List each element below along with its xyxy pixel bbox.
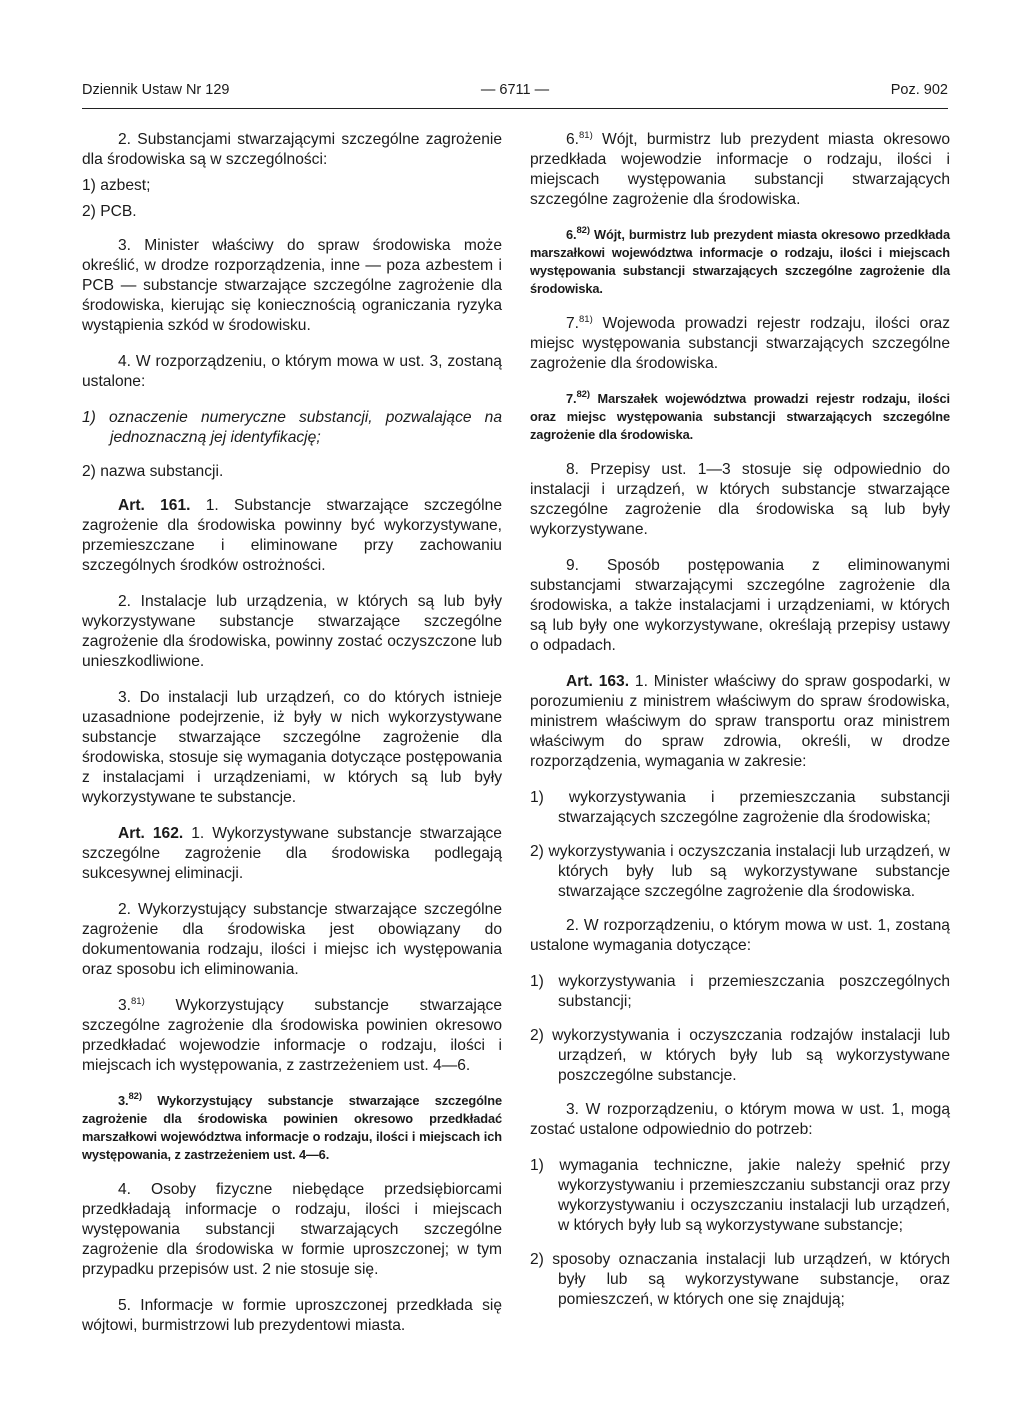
paragraph: 3. Minister właściwy do spraw środowiska może określić, w drodze rozporządzenia, inne — poza azbestem i PCB — substancje stwarzające szczególne zagrożenie dla środowiska, kierując się koniecznością ograniczania ryzyka wystąpienia szkód w środowisku. [82,237,502,334]
article-paragraph: Art. 163. 1. Minister właściwy do spraw gospodarki, w porozumieniu z ministrem właściwym do spraw środowiska, ministrem właściwym do spraw transportu oraz ministrem właściwym do spraw zdrowia, określi, w drodze rozporządzenia, wymagania w zakresie: [530,673,950,770]
paragraph: 2. W rozporządzeniu, o którym mowa w ust. 1, zostaną ustalone wymagania dotyczące: [530,917,950,954]
list-item: 1) oznaczenie numeryczne substancji, pozwalające na jednoznaczną jej identyfikację; [82,409,502,446]
article-label: Art. 163. [566,673,630,690]
paragraph: 6.$^{81)}$ Wójt, burmistrz lub prezydent miasta okresowo przedkłada wojewodzie informacje o rodzaju, ilości i miejscach występowania substancji stwarzających szczególne zagrożenie dla środowiska. [530,130,950,208]
list-item: 1) wykorzystywania i przemieszczania substancji stwarzających szczególne zagrożenie dla środowiska; [530,789,950,826]
paragraph: 5. Informacje w formie uproszczonej przedkłada się wójtowi, burmistrzowi lub prezydentowi miasta. [82,1297,502,1334]
paragraph: 8. Przepisy ust. 1—3 stosuje się odpowiednio do instalacji i urządzeń, w których substancje stwarzające szczególne zagrożenie dla środowiska są lub były wykorzystywane. [530,461,950,538]
paragraph: 9. Sposób postępowania z eliminowanymi substancjami stwarzającymi szczególne zagrożenie dla środowiska, a także instalacjami i urządzeniami, w których są lub były one wykorzystywane, określają przepisy ustawy o odpadach. [530,557,950,654]
amended-paragraph: 6.$^{82)}$ Wójt, burmistrz lub prezydent miasta okresowo przedkłada marszałkowi województwa informacje o rodzaju, ilości i miejscach występowania substancji stwarzających szczególne zagrożenie dla środowiska. [530,225,950,296]
paragraph: 2. Wykorzystujący substancje stwarzające szczególne zagrożenie dla środowiska jest obowiązany do dokumentowania rodzaju, ilości i miejsc ich występowania oraz sposobu ich eliminowania. [82,901,502,978]
paragraph: 4. Osoby fizyczne niebędące przedsiębiorcami przedkładają informacje o rodzaju, ilości i miejscach występowania substancji stwarzających szczególne zagrożenie dla środowiska w formie uproszczonej; w tym przypadku przepisów ust. 2 nie stosuje się. [82,1181,502,1278]
list-item: 2) wykorzystywania i oczyszczania rodzajów instalacji lub urządzeń, w których były lub są wykorzystywane poszczególne substancje. [530,1027,950,1084]
footnote-ref: 82) [576,225,590,236]
article-paragraph: Art. 162. 1. Wykorzystywane substancje stwarzające szczególne zagrożenie dla środowiska podlegają sukcesywnej eliminacji. [82,825,502,882]
journal-title: Dziennik Ustaw Nr 129 [82,82,230,98]
article-label: Art. 161. [118,497,191,514]
page-number: — 6711 — [480,82,550,98]
paragraph: 4. W rozporządzeniu, o którym mowa w ust. 3, zostaną ustalone: [82,353,502,390]
paragraph: 2. Instalacje lub urządzenia, w których są lub były wykorzystywane substancje stwarzające szczególne zagrożenie dla środowiska, powinny zostać oczyszczone lub unieszkodliwione. [82,593,502,670]
list-item: 2) sposoby oznaczania instalacji lub urządzeń, w których były lub są wykorzystywane substancje, oraz pomieszczeń, w których one się znajdują; [530,1251,950,1308]
list-item: 1) wykorzystywania i przemieszczania poszczególnych substancji; [530,973,950,1010]
right-column [530,130,950,1324]
footnote-ref: 81) [131,996,145,1007]
page-header [82,78,948,109]
footnote-ref: 82) [576,389,590,400]
amended-paragraph: 7.$^{82)}$ Marszałek województwa prowadzi rejestr rodzaju, ilości oraz miejsc występowania substancji stwarzających szczególne zagrożenie dla środowiska. [530,389,950,442]
paragraph: 3. W rozporządzeniu, o którym mowa w ust. 1, mogą zostać ustalone odpowiednio do potrzeb: [530,1101,950,1138]
paragraph: 7.$^{81)}$ Wojewoda prowadzi rejestr rodzaju, ilości oraz miejsc występowania substancji stwarzających szczególne zagrożenie dla środowiska. [530,314,950,372]
list-item: 2) wykorzystywania i oczyszczania instalacji lub urządzeń, w których były lub są wykorzystywane substancje stwarzające szczególne zagrożenie dla środowiska. [530,843,950,900]
paragraph: 2. Substancjami stwarzającymi szczególne zagrożenie dla środowiska są w szczególności: [82,131,502,168]
footnote-ref: 81) [579,314,593,325]
left-column [82,130,502,1352]
paragraph: 3. Do instalacji lub urządzeń, co do których istnieje uzasadnione podejrzenie, iż były w nich wykorzystywane substancje stwarzające szczególne zagrożenie dla środowiska, stosuje się wymagania dotyczące postępowania z instalacjami i urządzeniami, w których są lub były wykorzystywane te substancje. [82,689,502,806]
amended-paragraph: 3.$^{82)}$ Wykorzystujący substancje stwarzające szczególne zagrożenie dla środowiska powinien okresowo przedkładać marszałkowi województwa informacje o rodzaju, ilości i miejscach ich występowania, z zastrzeżeniem ust. 4—6. [82,1091,502,1162]
list-item: 2) nazwa substancji. [82,463,224,480]
article-label: Art. 162. [118,825,184,842]
list-item: 1) azbest; [82,177,151,194]
list-item: 1) wymagania techniczne, jakie należy spełnić przy wykorzystywaniu i przemieszczaniu substancji oraz przy wykorzystywaniu i oczyszczaniu instalacji lub urządzeń, w których były lub są wykorzystywane substancje; [530,1157,950,1234]
paragraph: 3.$^{81)}$ Wykorzystujący substancje stwarzające szczególne zagrożenie dla środowiska powinien okresowo przedkładać wojewodzie informacje o rodzaju, ilości i miejscach ich występowania, z zastrzeżeniem ust. 4—6. [82,996,502,1074]
footnote-ref: 82) [128,1091,142,1102]
position-number: Poz. 902 [890,82,948,98]
footnote-ref: 81) [579,130,593,141]
article-paragraph: Art. 161. 1. Substancje stwarzające szczególne zagrożenie dla środowiska powinny być wykorzystywane, przemieszczane i eliminowane przy zachowaniu szczególnych środków ostrożności. [82,497,502,574]
list-item: 2) PCB. [82,203,137,220]
